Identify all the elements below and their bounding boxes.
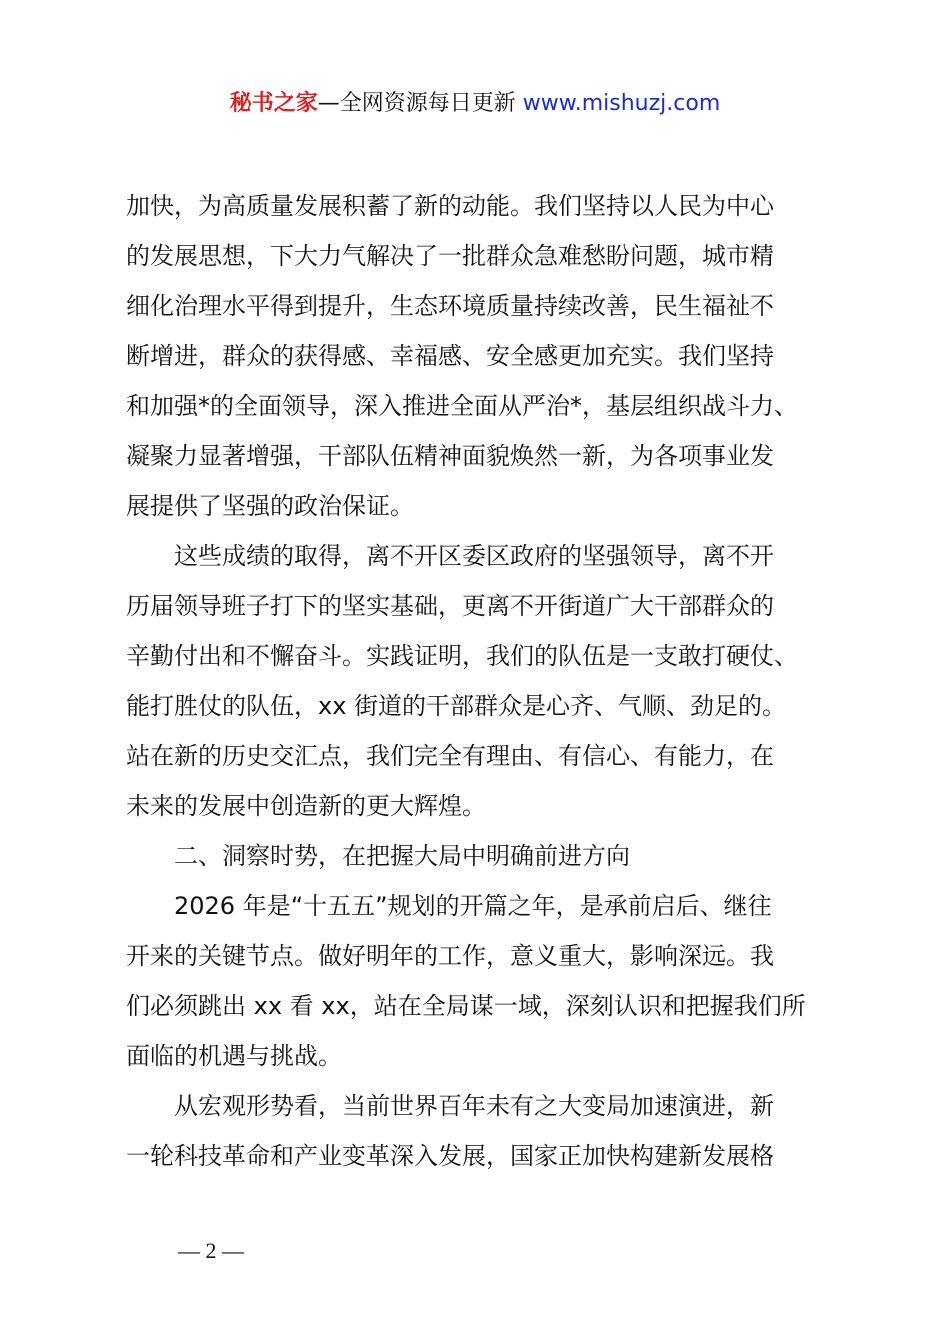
text-line: 的发展思想，下大力气解决了一批群众急难愁盼问题，城市精 [126, 242, 774, 270]
text-line: 凝聚力显著增强，干部队伍精神面貌焕然一新，为各项事业发 [126, 442, 774, 470]
text-line: 2026 年是“十五五”规划的开篇之年，是承前启后、继往 [174, 892, 772, 920]
text-line: 未来的发展中创造新的更大辉煌。 [126, 792, 486, 820]
text-line: 一轮科技革命和产业变革深入发展，国家正加快构建新发展格 [126, 1142, 774, 1170]
text-line: 这些成绩的取得，离不开区委区政府的坚强领导，离不开 [174, 542, 774, 570]
text-line: 们必须跳出 xx 看 xx，站在全局谋一域，深刻认识和把握我们所 [126, 992, 806, 1020]
text-line: 从宏观形势看，当前世界百年未有之大变局加速演进，新 [174, 1092, 774, 1120]
text-line: 细化治理水平得到提升，生态环境质量持续改善，民生福祉不 [126, 292, 774, 320]
text-line: 站在新的历史交汇点，我们完全有理由、有信心、有能力，在 [126, 742, 774, 770]
brand-name: 秘书之家 [229, 91, 318, 116]
paragraph-2 [126, 531, 832, 831]
text-line: 面临的机遇与挑战。 [126, 1042, 342, 1070]
site-header [0, 86, 950, 122]
section-heading: 二、洞察时势，在把握大局中明确前进方向 [174, 842, 630, 870]
paragraph-1 [126, 181, 832, 531]
text-line: 展提供了坚强的政治保证。 [126, 492, 414, 520]
site-url[interactable]: www.mishuzj.com [522, 91, 721, 116]
text-line: 加快，为高质量发展积蓄了新的动能。我们坚持以人民为中心 [126, 192, 774, 220]
header-tagline: —全网资源每日更新 [317, 91, 523, 116]
text-line: 开来的关键节点。做好明年的工作，意义重大，影响深远。我 [126, 942, 774, 970]
text-line: 能打胜仗的队伍，xx 街道的干部群众是心齐、气顺、劲足的。 [126, 692, 787, 720]
text-line: 和加强*的全面领导，深入推进全面从严治*，基层组织战斗力、 [126, 392, 798, 420]
paragraph-3 [126, 881, 832, 1081]
text-line: 辛勤付出和不懈奋斗。实践证明，我们的队伍是一支敢打硬仗、 [126, 642, 798, 670]
document-body [126, 181, 832, 1181]
page-number: — 2 — [178, 1238, 244, 1263]
paragraph-4 [126, 1081, 832, 1181]
text-line: 断增进，群众的获得感、幸福感、安全感更加充实。我们坚持 [126, 342, 774, 370]
text-line: 历届领导班子打下的坚实基础，更离不开街道广大干部群众的 [126, 592, 774, 620]
